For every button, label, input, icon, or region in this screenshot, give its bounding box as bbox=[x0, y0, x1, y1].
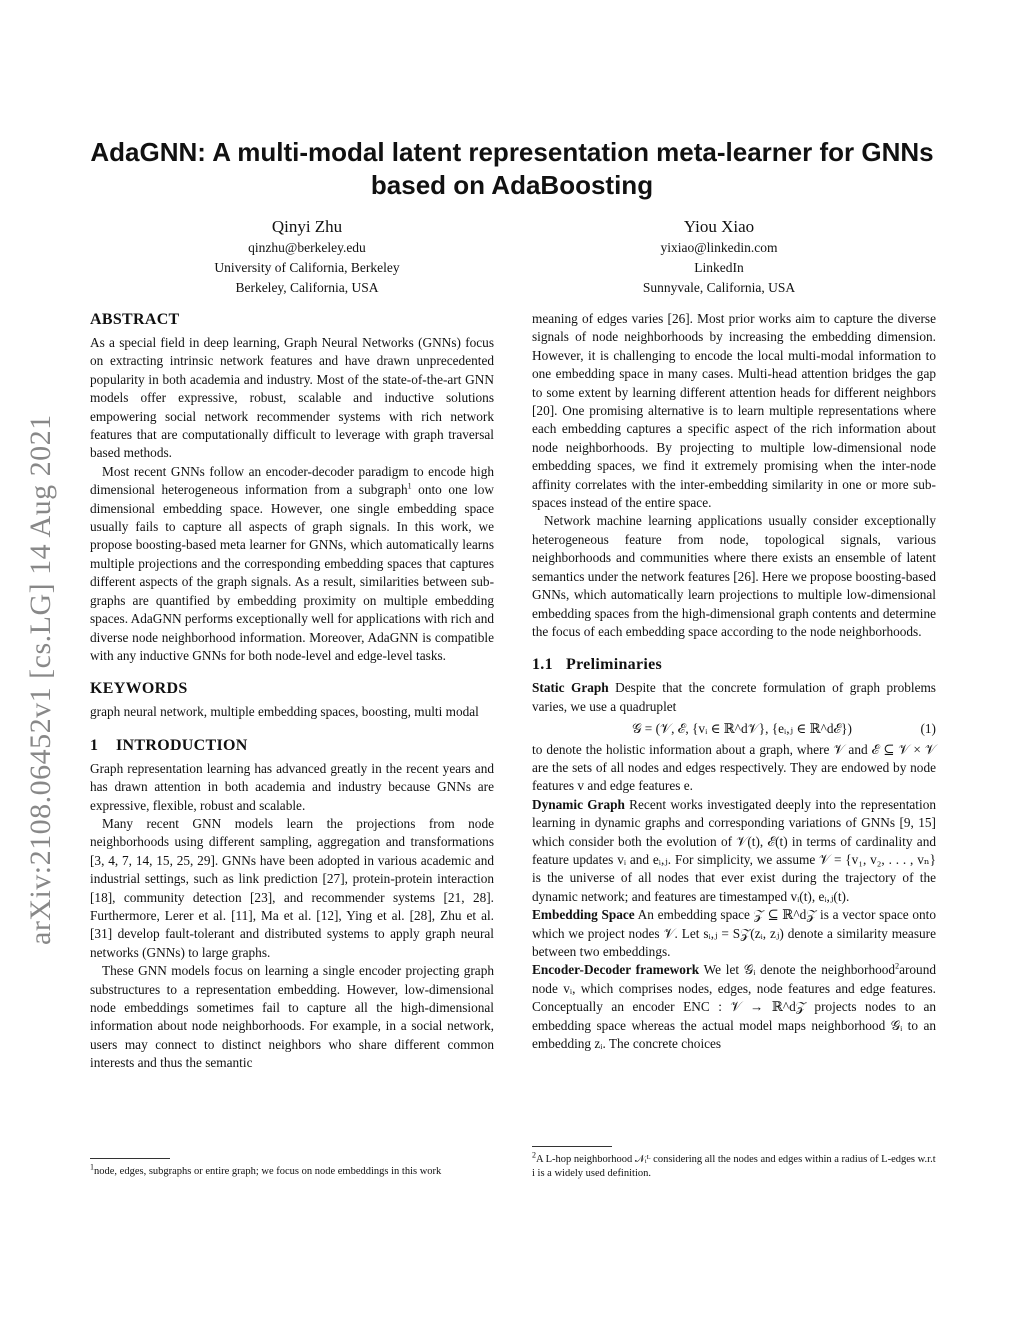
footnote-mark: 1 bbox=[90, 1162, 94, 1172]
intro-paragraph: meaning of edges varies [26]. Most prior works aim to capture the diverse signals of node neighborhoods by increasing the embedding dimension. However, it is challenging to encode the local multi-modal information to one embedding space in many cases. Multi-head attention bridges the gap to some extent by learning different attention heads for different neighbors [20]. One promising alternative is to learn multiple representations where each embedding captures a specific aspect of the rich information about node neighborhoods. By projecting to multiple low-dimensional node embedding spaces, we find it extremely promising when the inter-node affinity correlates with the inter-embedding similarity in one or more sub-spaces instead of the entire space. bbox=[532, 311, 936, 511]
text-run: Most recent GNNs follow an encoder-decoder paradigm to encode high dimensional heterogeneous information from a subgraph bbox=[90, 463, 494, 498]
text-run: Recent works investigated deeply into the representation learning in dynamic graphs and corresponding variations of GNNs [9, 15] which consider both the evolution of 𝒱(t), ℰ(t) in terms of cardinality and feature updates vᵢ and eᵢ,ⱼ. For simplicity, we assume 𝒱 = {v₁, v₂, . . . , vₙ} is the universe of all nodes that ever exist during the trajectory of the dynamic network; and features are timestamped vᵢ(t), eᵢ,ⱼ(t). bbox=[532, 796, 936, 904]
intro-paragraph: Graph representation learning has advanced greatly in the recent years and has drawn attention in both academia and industry because GNNs are expressive, flexible, robust and scalable. bbox=[90, 760, 494, 813]
author-affiliation: University of California, Berkeley bbox=[214, 260, 400, 275]
intro-paragraph: These GNN models focus on learning a single encoder projecting graph substructures to a representation embedding. However, low-dimensional node embeddings sometimes fail to capture all the high-dimensional information about node neighborhoods. For example, in a social network, users may connect to distinct neighbors who share different common interests and thus the semantic bbox=[90, 963, 494, 1071]
section-title: Preliminaries bbox=[566, 656, 663, 674]
equation-body: 𝒢 = (𝒱, ℰ, {vᵢ ∈ ℝ^d𝒱}, {eᵢ,ⱼ ∈ ℝ^dℰ}) bbox=[632, 721, 852, 737]
dynamic-graph-paragraph bbox=[532, 796, 936, 906]
equation-number: (1) bbox=[920, 721, 936, 737]
author-affiliation: LinkedIn bbox=[694, 260, 744, 275]
paragraph-label: Embedding Space bbox=[532, 907, 635, 923]
paper-title: AdaGNN: A multi-modal latent representation meta-learner for GNNs based on AdaBoosting bbox=[90, 137, 934, 200]
intro-paragraph: Many recent GNN models learn the projections from node neighborhoods using different sampling, aggregation and transformations [3, 4, 7, 14, 15, 25, 29]. GNNs have been adopted in various academic and industrial settings, such as link prediction [27], protein-protein interaction [18], community detection [23], and recommender systems [21, 28]. Furthermore, Lerer et al. [11], Ma et al. [12], Ying et al. [28], Zhu et al. [31] develop fault-tolerant and distributed systems to apply graph neural networks (GNNs) to large graphs. bbox=[90, 815, 494, 960]
author-2 bbox=[569, 216, 869, 298]
author-name: Qinyi Zhu bbox=[271, 217, 343, 236]
footnote-rule bbox=[532, 1146, 612, 1147]
right-column bbox=[532, 310, 936, 1053]
text-run: Despite that the concrete formulation of graph problems varies, we use a quadruplet bbox=[532, 680, 936, 714]
section-title: INTRODUCTION bbox=[116, 736, 248, 754]
footnote-rule bbox=[90, 1158, 170, 1159]
static-graph-paragraph bbox=[532, 679, 936, 716]
left-column bbox=[90, 310, 494, 1073]
introduction-heading bbox=[90, 736, 494, 756]
section-number: 1 bbox=[90, 736, 99, 754]
text-run: onto one low dimensional embedding space. However, one single embedding space usually fails to capture all aspects of graph signals. In this work, we propose boosting-based meta learner for GNNs, which automatically learns multiple projections and the corresponding embedding spaces that captures different aspects of the graph signals. As a result, similarities between sub-graphs are quantified by embedding proximity on multiple embedding spaces. AdaGNN performs exceptionally well for applications with rich and diverse node neighborhood information. Moreover, AdaGNN is compatible with any inductive GNNs for both node-level and edge-level tasks. bbox=[90, 482, 494, 663]
paragraph: to denote the holistic information about a graph, where 𝒱 and ℰ ⊆ 𝒱 × 𝒱 are the sets of all nodes and edges respectively. They are endowed by node features v and edge features e. bbox=[532, 741, 936, 794]
abstract-paragraph: As a special field in deep learning, Graph Neural Networks (GNNs) focus on extracting intrinsic network features and have drawn unprecedented popularity in both academia and industry. Most of the state-of-the-art GNN models offer expressive, robust, scalable and inductive solutions empowering social network recommender systems with rich network features that are computationally difficult to leverage with graph traversal based methods. bbox=[90, 335, 494, 461]
text-run: We let 𝒢ᵢ denote the neighborhood bbox=[699, 962, 896, 978]
author-email: qinzhu@berkeley.edu bbox=[248, 240, 366, 255]
keywords-text: graph neural network, multiple embedding spaces, boosting, multi modal bbox=[90, 704, 479, 720]
author-location: Sunnyvale, California, USA bbox=[642, 280, 796, 295]
footnote-mark: 2 bbox=[895, 961, 900, 971]
footnote-mark: 1 bbox=[407, 481, 412, 491]
author-location: Berkeley, California, USA bbox=[235, 280, 379, 295]
footnote-1 bbox=[90, 1158, 494, 1179]
author-name: Yiou Xiao bbox=[683, 217, 755, 236]
text-run: An embedding space 𝒵 ⊆ ℝ^d𝒵 is a vector space onto which we project nodes 𝒱. Let sᵢ,ⱼ = S𝒵(zᵢ, zⱼ) denote a similarity measure between two embeddings. bbox=[532, 907, 936, 959]
preliminaries-heading bbox=[532, 655, 936, 675]
equation-1 bbox=[532, 720, 936, 738]
footnote-text: A L-hop neighborhood 𝒩ᵢᴸ considering all the nodes and edges within a radius of L-edges w.r.t i is a widely used definition. bbox=[532, 1154, 936, 1179]
paragraph-label: Static Graph bbox=[532, 680, 609, 696]
abstract-heading: ABSTRACT bbox=[90, 311, 180, 328]
footnote-mark: 2 bbox=[532, 1150, 536, 1160]
encoder-decoder-paragraph bbox=[532, 961, 936, 1053]
author-email: yixiao@linkedin.com bbox=[660, 240, 778, 255]
footnote-2 bbox=[532, 1146, 936, 1181]
paragraph-label: Dynamic Graph bbox=[532, 796, 625, 812]
intro-paragraph: Network machine learning applications usually consider exceptionally heterogeneous feature from node, topological signals, various neighborhoods and communities where there exists an ensemble of latent semantics under the network features [26]. Here we propose boosting-based GNNs, which automatically learn projections to multiple low-dimensional embedding spaces from the high-dimensional graph contents and determine the focus of each embedding space according to the node neighborhoods. bbox=[532, 513, 936, 639]
author-1 bbox=[157, 216, 457, 298]
keywords-heading: KEYWORDS bbox=[90, 680, 188, 698]
text-run: around node vᵢ, which comprises nodes, edges, node features and edge features. Conceptually an encoder ENC : 𝒱 → ℝ^d𝒵 projects nodes to an embedding space whereas the actual model maps neighborhood 𝒢ᵢ to an embedding zᵢ. The concrete choices bbox=[532, 962, 937, 1052]
footnote-text: node, edges, subgraphs or entire graph; we focus on node embeddings in this work bbox=[94, 1166, 442, 1177]
section-number: 1.1 bbox=[532, 656, 553, 674]
embedding-space-paragraph bbox=[532, 906, 936, 961]
paragraph-label: Encoder-Decoder framework bbox=[532, 962, 700, 978]
arxiv-identifier: arXiv:2108.06452v1 [cs.LG] 14 Aug 2021 bbox=[24, 414, 57, 945]
abstract-paragraph bbox=[90, 463, 494, 665]
